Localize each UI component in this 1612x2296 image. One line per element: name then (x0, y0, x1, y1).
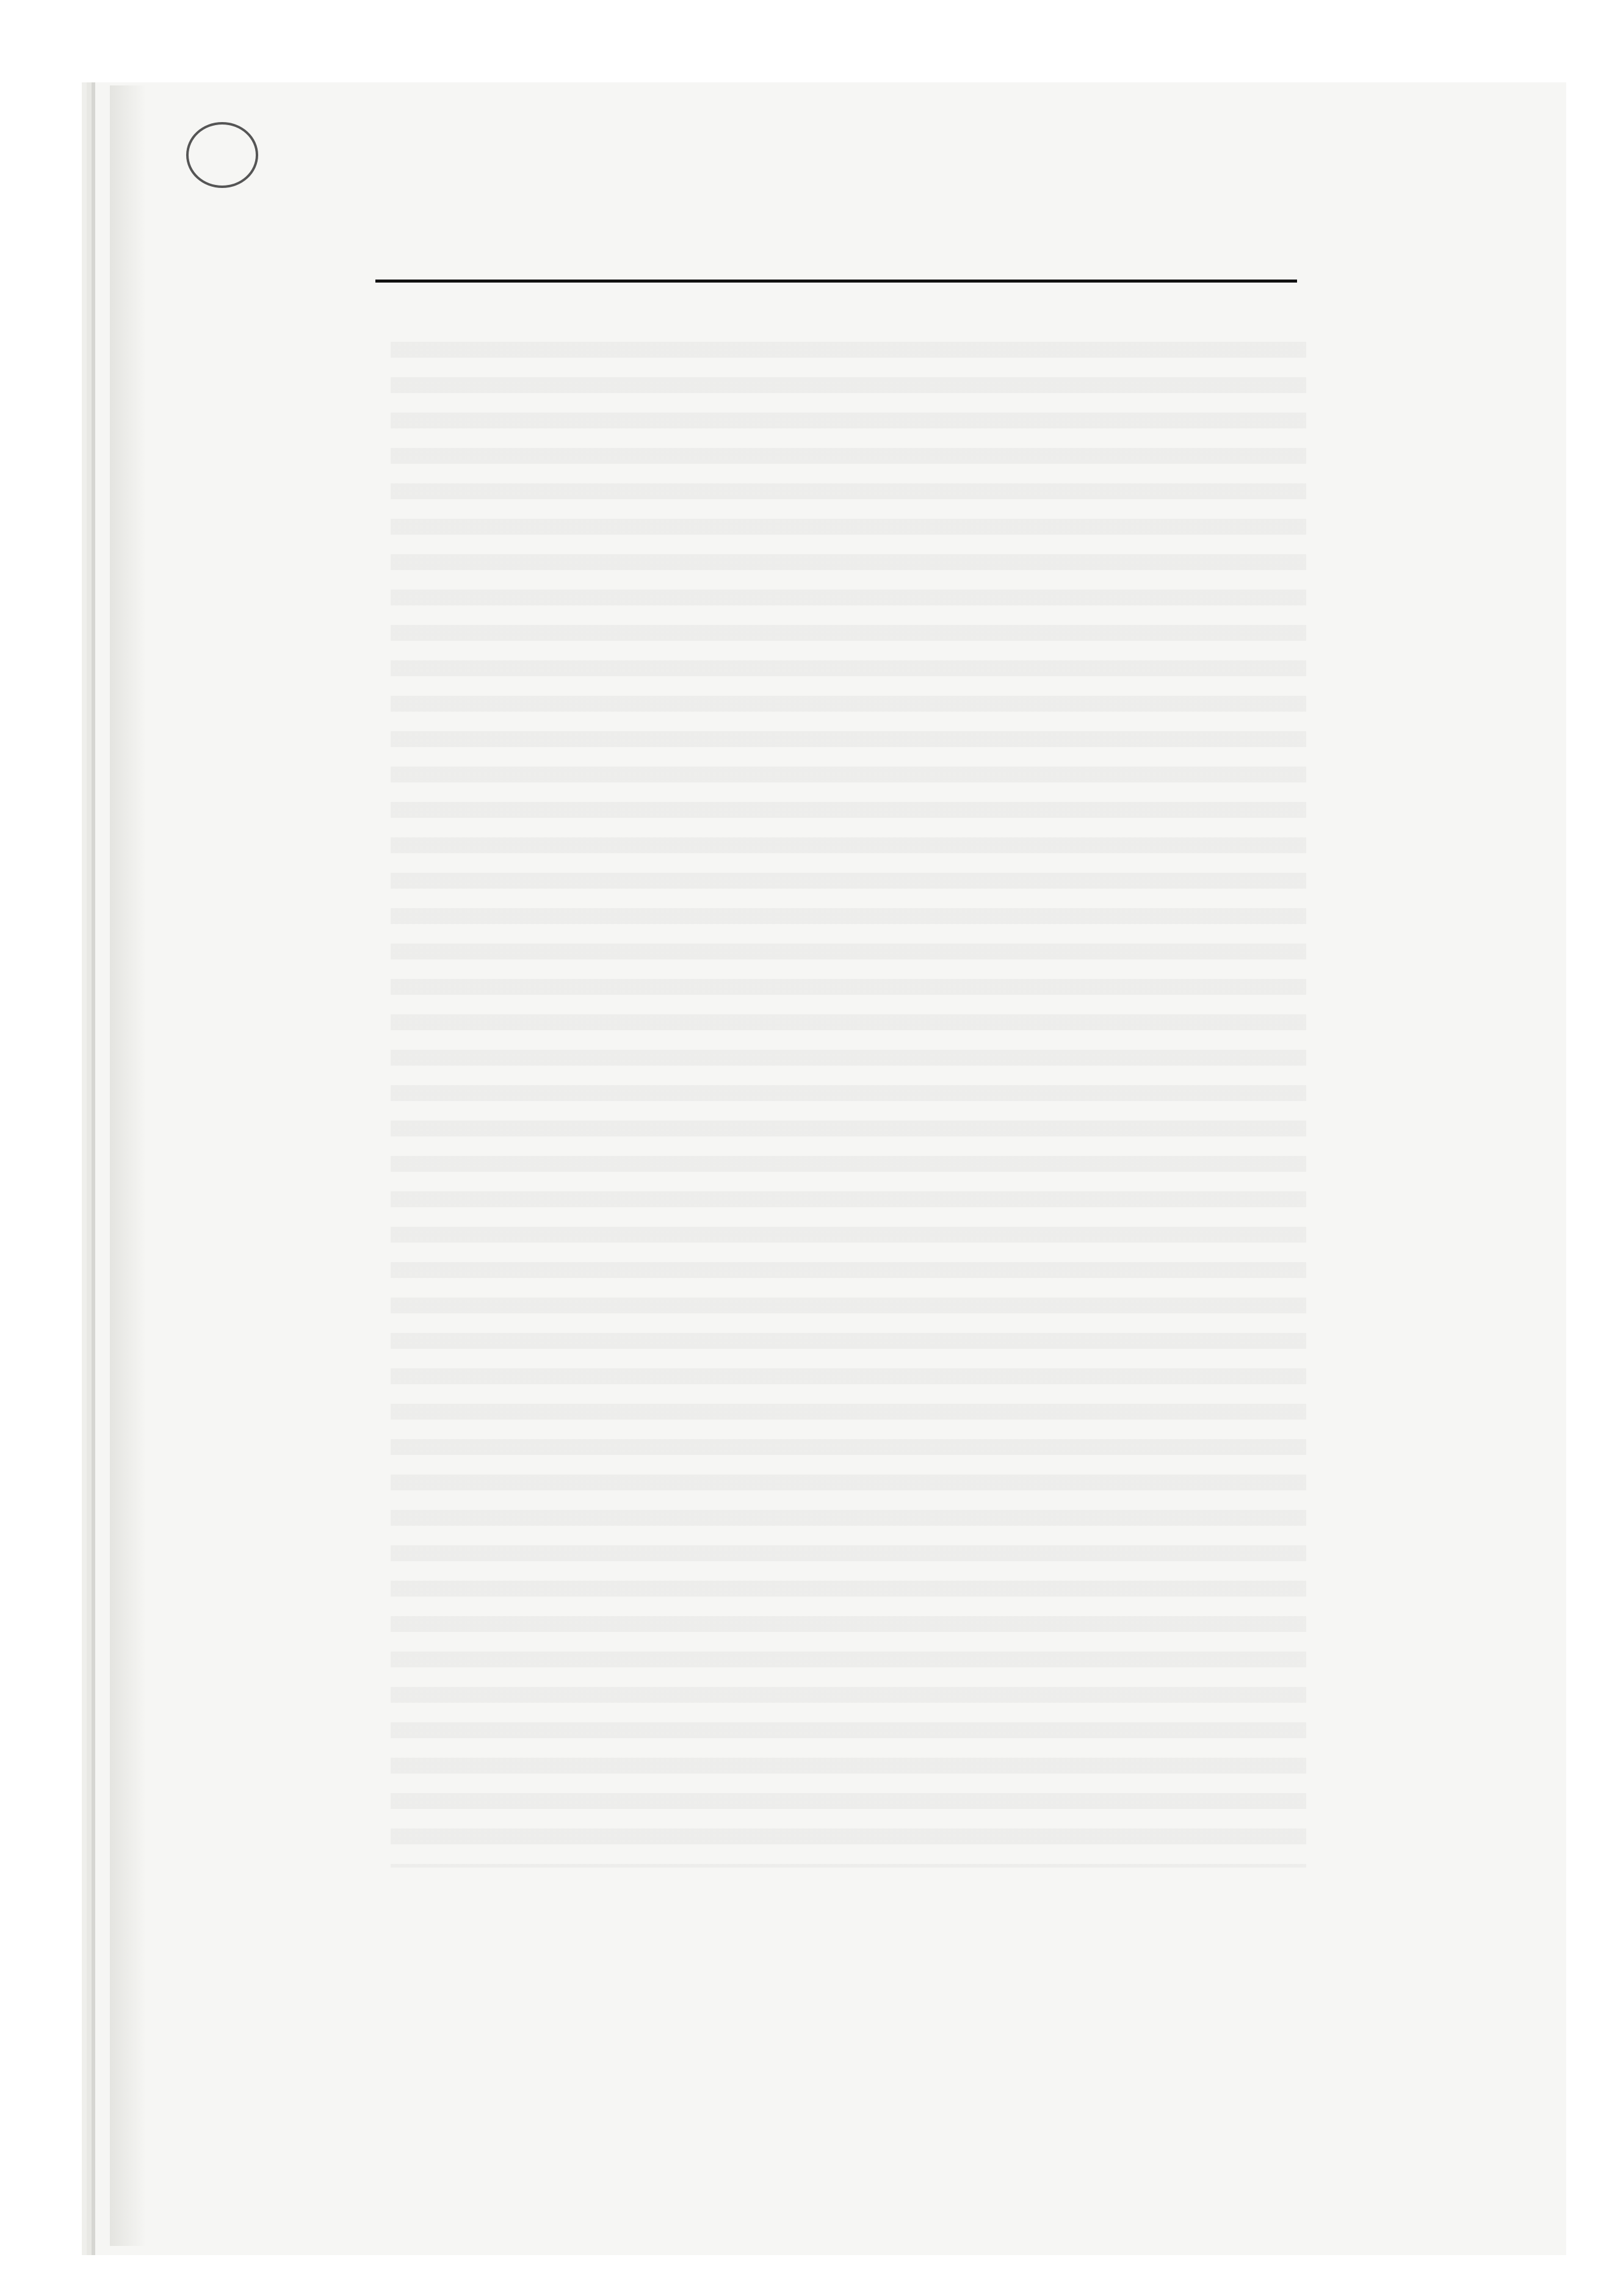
imprint-rule (375, 280, 1297, 283)
title-page-text (369, 262, 1303, 283)
ornament-border-top (317, 174, 1401, 253)
page-fold-shadow (110, 85, 146, 2246)
folio-number (186, 122, 258, 188)
show-through-text (391, 342, 1306, 1868)
ornament-border-bottom (317, 1834, 1401, 1919)
ornament-border-left (276, 174, 364, 1919)
ornament-border-right (1306, 174, 1395, 1919)
